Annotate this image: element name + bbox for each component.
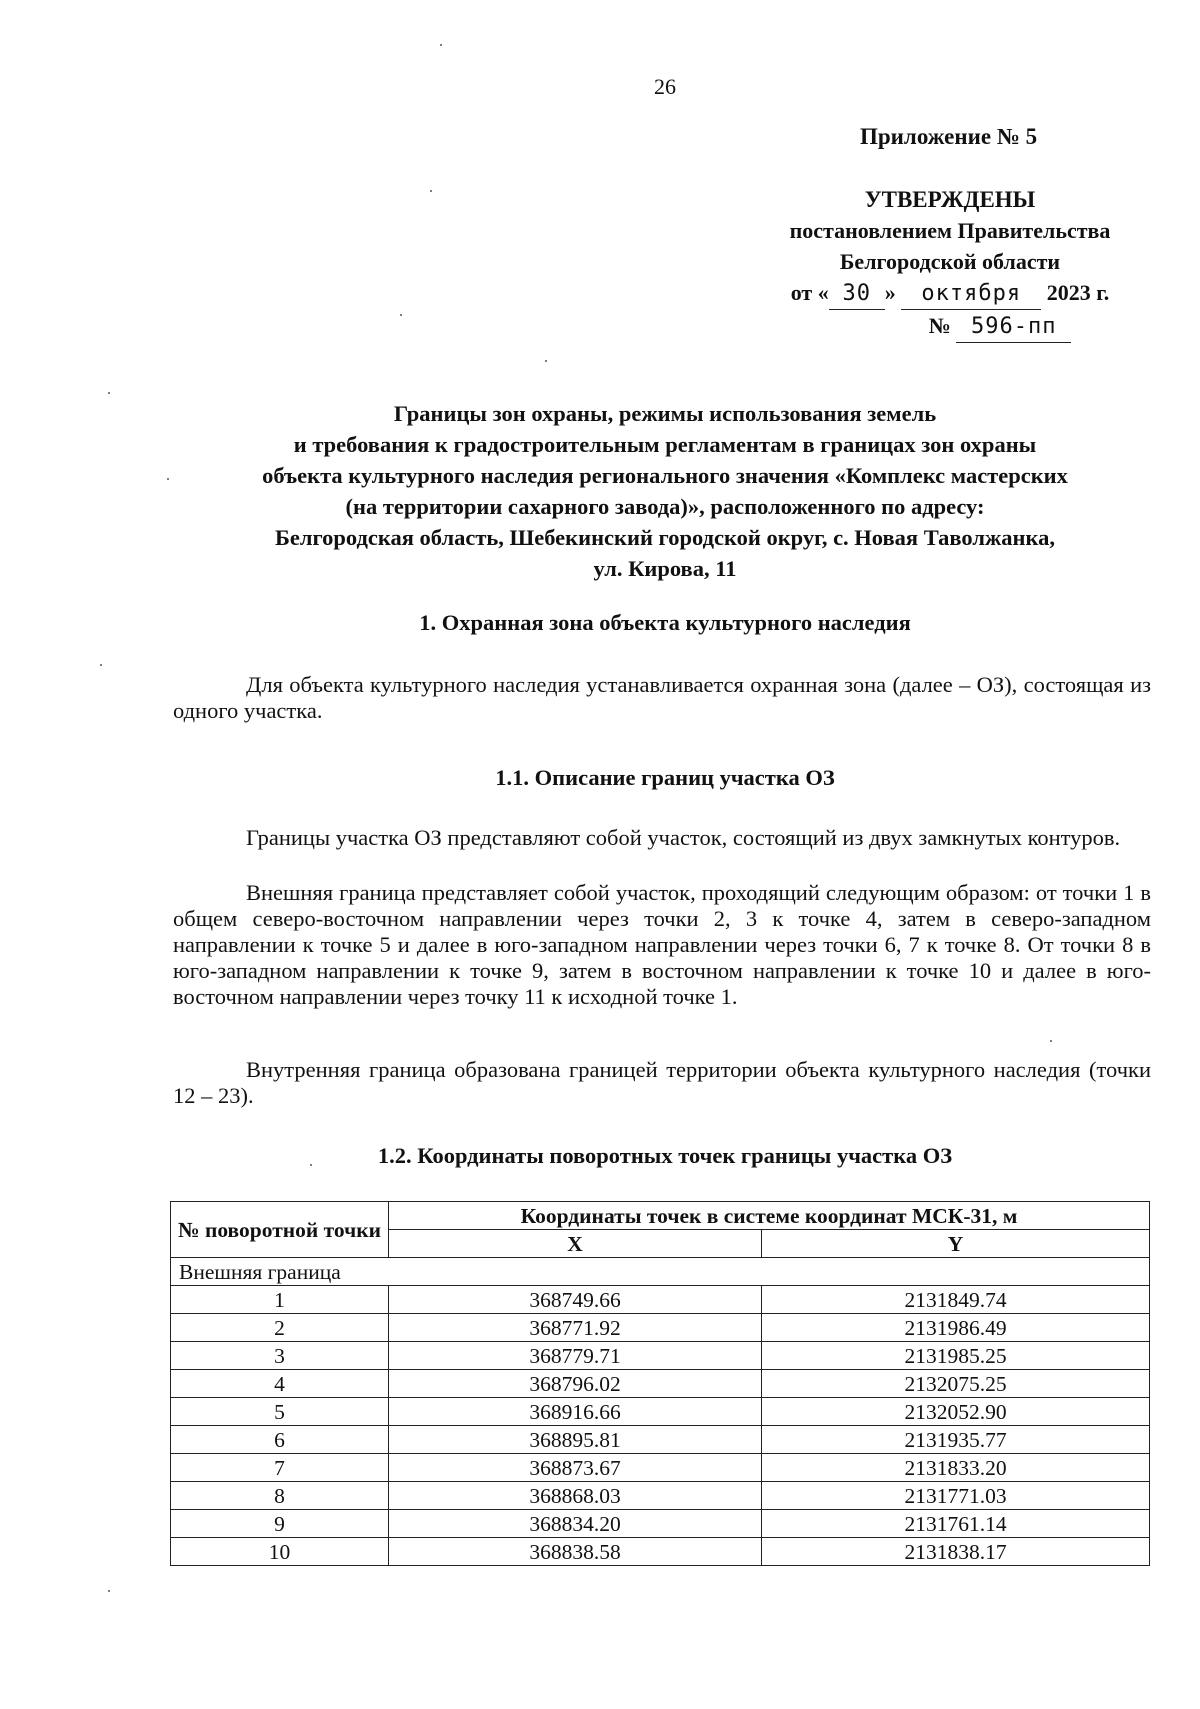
point-number: 5 [171,1398,389,1426]
date-month: октября [901,278,1041,310]
document-title [170,398,1160,584]
header-point-number: № поворотной точки [171,1202,389,1258]
table-row [171,1398,1150,1426]
document-number: 596-пп [956,311,1071,343]
scan-speck [440,44,442,46]
scan-speck [108,392,110,394]
table-row [171,1482,1150,1510]
table-row [171,1510,1150,1538]
scan-speck [108,1590,110,1592]
coord-y: 2132075.25 [762,1370,1150,1398]
title-line: Границы зон охраны, режимы использования земель [393,401,937,426]
table-section-row [171,1258,1150,1286]
date-year: 2023 г. [1046,280,1110,305]
point-number: 3 [171,1342,389,1370]
header-coordinates: Координаты точек в системе координат МСК-31, м [389,1202,1150,1230]
scan-speck [100,664,102,666]
coord-x: 368749.66 [389,1286,762,1314]
scan-speck [1050,1040,1052,1042]
page-number: 26 [654,74,676,99]
point-number: 9 [171,1510,389,1538]
title-line: и требования к градостроительным регламентам в границах зон охраны [293,432,1037,457]
coord-y: 2131833.20 [762,1454,1150,1482]
title-line: объекта культурного наследия регионального значения «Комплекс мастерских [262,463,1068,488]
date-prefix: от « [790,280,829,305]
coord-x: 368779.71 [389,1342,762,1370]
point-number: 6 [171,1426,389,1454]
table-row [171,1454,1150,1482]
section-1-1-paragraph-1: Границы участка ОЗ представляют собой участок, состоящий из двух замкнутых контуров. [246,825,1121,850]
coord-y: 2131838.17 [762,1538,1150,1566]
header-x: X [389,1230,762,1258]
point-number: 4 [171,1370,389,1398]
scan-speck [167,478,169,480]
table-row [171,1370,1150,1398]
coord-x: 368895.81 [389,1426,762,1454]
section-1-heading: 1. Охранная зона объекта культурного наследия [419,610,911,635]
coord-x: 368916.66 [389,1398,762,1426]
table-row [171,1314,1150,1342]
scan-speck [545,360,547,362]
section-label: Внешняя граница [171,1258,1150,1286]
date-day-suffix: » [884,280,896,305]
point-number: 2 [171,1314,389,1342]
title-line: (на территории сахарного завода)», расположенного по адресу: [345,494,985,519]
scan-speck [310,1164,312,1166]
point-number: 1 [171,1286,389,1314]
coord-y: 2132052.90 [762,1398,1150,1426]
coord-y: 2131761.14 [762,1510,1150,1538]
section-1-1-heading: 1.1. Описание границ участка ОЗ [495,765,835,790]
title-line: Белгородская область, Шебекинский городской округ, с. Новая Таволжанка, [274,525,1055,550]
point-number: 7 [171,1454,389,1482]
coord-x: 368771.92 [389,1314,762,1342]
approval-block [750,184,1150,343]
coord-x: 368834.20 [389,1510,762,1538]
approval-line-1: постановлением Правительства [789,218,1111,243]
number-prefix: № [928,313,951,338]
section-1-1-paragraph-2: Внешняя граница представляет собой участок, проходящий следующим образом: от точки 1 в общем северо-восточном направлении через точки 2, 3 к точке 4, затем в северо-западном направлении к точке 5 и далее в юго-западном направлении через точки 6, 7 к точке 8. От точки 8 в юго-западном направлении к точке 9, затем в восточном направлении к точке 10 и далее в юго-восточном направлении через точку 11 к исходной точке 1. [173,880,1151,1009]
approval-line-2: Белгородской области [839,249,1061,274]
title-line: ул. Кирова, 11 [593,556,737,581]
date-day: 30 [829,278,885,310]
coord-x: 368868.03 [389,1482,762,1510]
section-1-text: Для объекта культурного наследия устанавливается охранная зона (далее – ОЗ), состоящая из одного участка. [173,672,1151,723]
appendix-label: Приложение № 5 [860,124,1038,149]
point-number: 8 [171,1482,389,1510]
scan-speck [430,190,432,192]
approval-number [750,310,1150,343]
section-1-2-heading: 1.2. Координаты поворотных точек границы участка ОЗ [377,1143,953,1168]
table-header-row [171,1202,1150,1230]
table-row [171,1286,1150,1314]
scan-speck [400,314,402,316]
coord-y: 2131985.25 [762,1342,1150,1370]
section-1-1-paragraph-3: Внутренняя граница образована границей территории объекта культурного наследия (точки 12 – 23). [173,1057,1151,1108]
coord-x: 368838.58 [389,1538,762,1566]
table-row [171,1426,1150,1454]
point-number: 10 [171,1538,389,1566]
header-y: Y [762,1230,1150,1258]
coord-y: 2131849.74 [762,1286,1150,1314]
coord-x: 368873.67 [389,1454,762,1482]
approved-label: УТВЕРЖДЕНЫ [864,187,1036,212]
coord-y: 2131771.03 [762,1482,1150,1510]
coord-x: 368796.02 [389,1370,762,1398]
table-row [171,1342,1150,1370]
coord-y: 2131935.77 [762,1426,1150,1454]
coord-y: 2131986.49 [762,1314,1150,1342]
table-row [171,1538,1150,1566]
coordinates-table [170,1201,1150,1566]
approval-date [750,277,1150,310]
